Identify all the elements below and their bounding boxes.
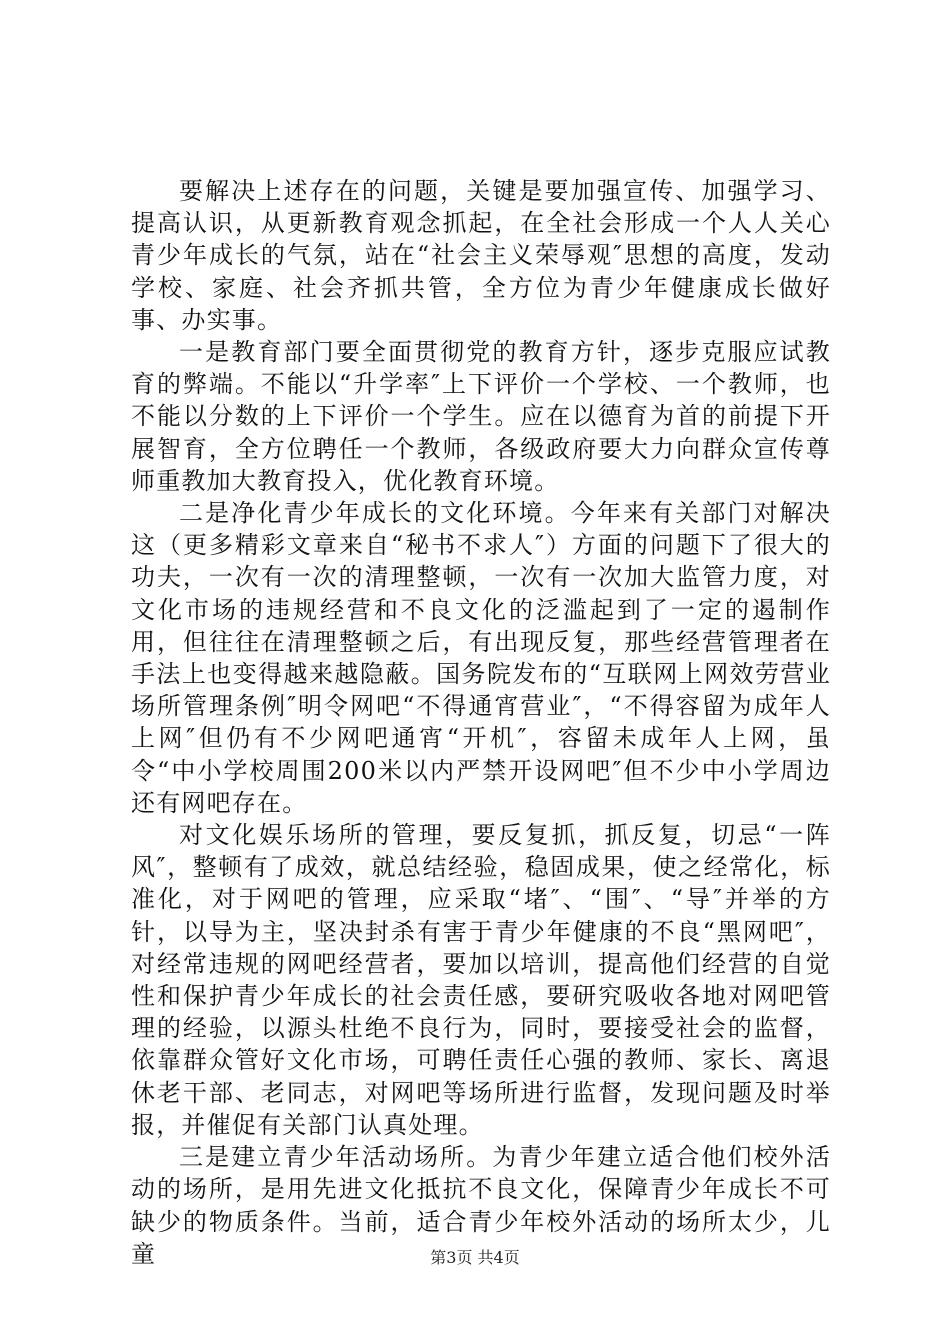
page-number-footer: 第3页 共4页 [430,1248,520,1267]
document-body [131,175,831,1270]
paragraph-education-department: 一是教育部门要全面贯彻党的教育方针，逐步克服应试教育的弊端。不能以“升学率″上下评价一个学校、一个教师，也不能以分数的上下评价一个学生。应在以德育为首的前提下开展智育，全方位聘任一个教师，各级政府要大力向群众宣传尊师重教加大教育投入，优化教育环境。 [131,338,831,495]
paragraph-activity-venues: 三是建立青少年活动场所。为青少年建立适合他们校外活动的场所，是用先进文化抵抗不良文化，保障青少年成长不可缺少的物质条件。当前，适合青少年校外活动的场所太少，儿童 [131,1143,831,1268]
paragraph-intro: 要解决上述存在的问题，关键是要加强宣传、加强学习、提高认识，从更新教育观念抓起，在全社会形成一个人人关心青少年成长的气氛，站在“社会主义荣辱观″思想的高度，发动学校、家庭、社会齐抓共管，全方位为青少年健康成长做好事、办实事。 [131,177,831,334]
paragraph-entertainment-management: 对文化娱乐场所的管理，要反复抓，抓反复，切忌“一阵风″，整顿有了成效，就总结经验，稳固成果，使之经常化，标准化，对于网吧的管理，应采取“堵″、“围″、“导″并举的方针，以导为主，坚决封杀有害于青少年健康的不良“黑网吧″，对经常违规的网吧经营者，要加以培训，提高他们经营的自觉性和保护青少年成长的社会责任感，要研究吸收各地对网吧管理的经验，以源头杜绝不良行为，同时，要接受社会的监督，依靠群众管好文化市场，可聘任责任心强的教师、家长、离退休老干部、老同志，对网吧等场所进行监督，发现问题及时举报，并催促有关部门认真处理。 [131,821,831,1139]
paragraph-cultural-environment: 二是净化青少年成长的文化环境。今年来有关部门对解决这（更多精彩文章来自“秘书不求人″）方面的问题下了很大的功夫，一次有一次的清理整顿，一次有一次加大监管力度，对文化市场的违规经营和不良文化的泛滥起到了一定的遏制作用，但往往在清理整顿之后，有出现反复，那些经营管理者在手法上也变得越来越隐蔽。国务院发布的“互联网上网效劳营业场所管理条例″明令网吧“不得通宵营业″，“不得容留为成年人上网″但仍有不少网吧通宵“开机″，容留未成年人上网，虽令“中小学校周围200米以内严禁开设网吧″但不少中小学周边还有网吧存在。 [131,499,831,817]
